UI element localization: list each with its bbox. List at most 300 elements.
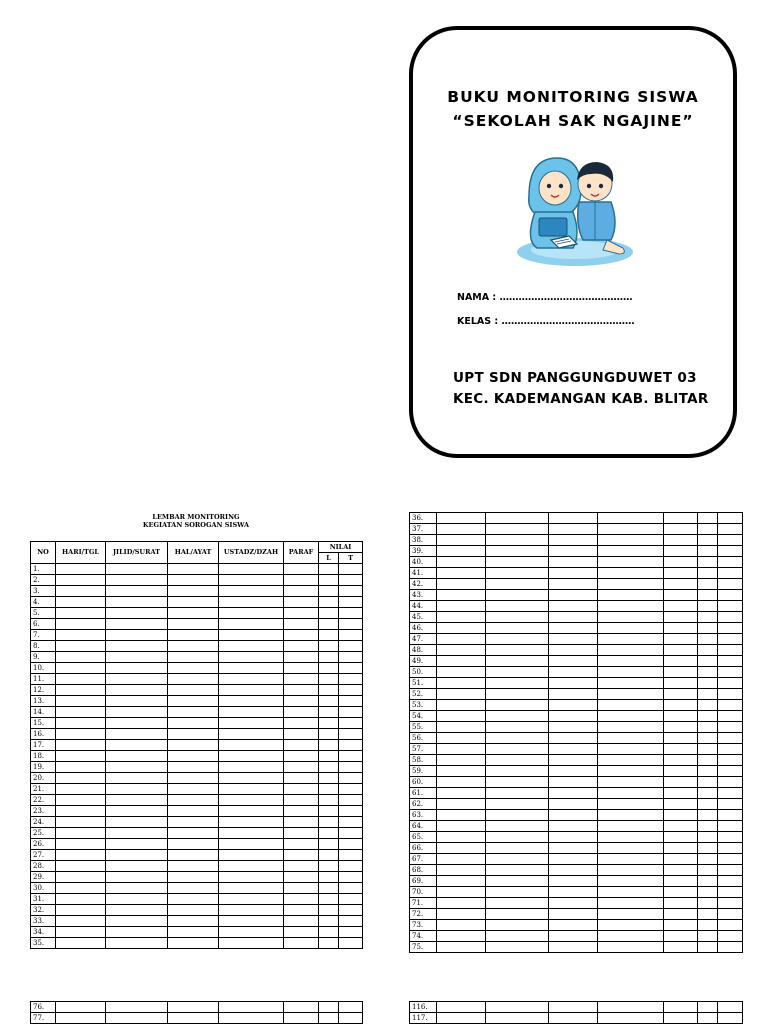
table-cell (168, 916, 219, 927)
table-cell (219, 740, 284, 751)
row-number: 52. (410, 689, 437, 700)
row-number: 12. (31, 685, 56, 696)
table-cell (319, 839, 339, 850)
table-cell (106, 872, 168, 883)
table-cell (339, 806, 363, 817)
table-row (410, 513, 743, 524)
table-cell (437, 689, 486, 700)
col-header-volume-surah: JILID/SURAT (106, 542, 168, 564)
table-cell (664, 678, 698, 689)
table-row (410, 920, 743, 931)
table-cell (437, 524, 486, 535)
row-number: 54. (410, 711, 437, 722)
table-cell (549, 909, 598, 920)
table-cell (718, 557, 743, 568)
table-row (410, 788, 743, 799)
row-number: 4. (31, 597, 56, 608)
table-cell (598, 920, 664, 931)
table-cell (106, 718, 168, 729)
table-cell (219, 674, 284, 685)
table-cell (219, 1013, 284, 1024)
table-cell (718, 623, 743, 634)
table-cell (106, 817, 168, 828)
table-cell (698, 887, 718, 898)
table-cell (698, 513, 718, 524)
table-cell (437, 535, 486, 546)
row-number: 3. (31, 586, 56, 597)
table-cell (437, 744, 486, 755)
table-cell (549, 832, 598, 843)
table-cell (219, 707, 284, 718)
table-cell (549, 898, 598, 909)
table-cell (664, 645, 698, 656)
table-cell (437, 513, 486, 524)
table-cell (106, 894, 168, 905)
table-cell (437, 711, 486, 722)
table-cell (598, 689, 664, 700)
table-row (410, 700, 743, 711)
table-cell (486, 557, 549, 568)
row-number: 8. (31, 641, 56, 652)
table-cell (106, 740, 168, 751)
row-number: 71. (410, 898, 437, 909)
table-cell (698, 931, 718, 942)
table-cell (698, 744, 718, 755)
table-cell (698, 854, 718, 865)
table-row (410, 755, 743, 766)
table-cell (549, 711, 598, 722)
table-cell (598, 524, 664, 535)
row-number: 117. (410, 1013, 437, 1024)
table-cell (319, 916, 339, 927)
table-cell (698, 711, 718, 722)
reading-children-illustration (511, 144, 639, 272)
row-number: 14. (31, 707, 56, 718)
table-cell (718, 579, 743, 590)
table-cell (339, 795, 363, 806)
table-cell (549, 920, 598, 931)
table-cell (549, 689, 598, 700)
table-row (410, 799, 743, 810)
table-cell (486, 810, 549, 821)
table-cell (549, 865, 598, 876)
table-cell (664, 722, 698, 733)
table-row (410, 931, 743, 942)
table-cell (549, 579, 598, 590)
table-cell (339, 652, 363, 663)
table-cell (698, 876, 718, 887)
row-number: 77. (31, 1013, 56, 1024)
table-cell (549, 634, 598, 645)
row-number: 42. (410, 579, 437, 590)
table-cell (56, 938, 106, 949)
table-cell (486, 535, 549, 546)
table-cell (664, 920, 698, 931)
table-cell (219, 861, 284, 872)
table-row (31, 861, 363, 872)
table-cell (598, 700, 664, 711)
table-row (31, 740, 363, 751)
row-number: 38. (410, 535, 437, 546)
table-cell (219, 839, 284, 850)
col-header-signature: PARAF (284, 542, 319, 564)
table-row (410, 744, 743, 755)
table-cell (319, 872, 339, 883)
table-row (31, 850, 363, 861)
table-cell (168, 872, 219, 883)
table-cell (598, 854, 664, 865)
table-cell (698, 788, 718, 799)
table-cell (486, 854, 549, 865)
table-cell (106, 861, 168, 872)
table-cell (219, 751, 284, 762)
table-cell (486, 524, 549, 535)
table-cell (486, 931, 549, 942)
table-row (31, 762, 363, 773)
table-cell (486, 799, 549, 810)
table-row (31, 894, 363, 905)
table-cell (718, 1002, 743, 1013)
row-number: 61. (410, 788, 437, 799)
table-cell (319, 905, 339, 916)
table-row (410, 1002, 743, 1013)
table-row (410, 733, 743, 744)
table-cell (168, 1013, 219, 1024)
table-cell (437, 843, 486, 854)
table-cell (698, 689, 718, 700)
table-cell (106, 608, 168, 619)
table-cell (698, 942, 718, 953)
table-cell (319, 784, 339, 795)
table-cell (598, 799, 664, 810)
table-cell (219, 828, 284, 839)
table-cell (549, 524, 598, 535)
table-cell (219, 938, 284, 949)
table-cell (598, 711, 664, 722)
cover-title: BUKU MONITORING SISWA (447, 88, 699, 106)
table-cell (284, 916, 319, 927)
table-cell (486, 887, 549, 898)
table-cell (598, 546, 664, 557)
table-row (31, 696, 363, 707)
table-cell (56, 586, 106, 597)
table-cell (718, 524, 743, 535)
table-cell (219, 685, 284, 696)
table-cell (598, 656, 664, 667)
table-cell (486, 733, 549, 744)
table-cell (219, 641, 284, 652)
table-cell (56, 575, 106, 586)
table-row (31, 905, 363, 916)
row-number: 29. (31, 872, 56, 883)
table-cell (339, 586, 363, 597)
table-cell (437, 568, 486, 579)
table-cell (56, 883, 106, 894)
table-cell (664, 711, 698, 722)
table-cell (718, 700, 743, 711)
table-cell (106, 1002, 168, 1013)
table-cell (106, 597, 168, 608)
table-cell (486, 612, 549, 623)
table-cell (219, 586, 284, 597)
table-cell (549, 931, 598, 942)
table-row (410, 909, 743, 920)
table-cell (486, 876, 549, 887)
table-row (410, 623, 743, 634)
table-cell (106, 685, 168, 696)
table-cell (319, 861, 339, 872)
table-cell (486, 898, 549, 909)
table-cell (56, 630, 106, 641)
table-cell (319, 652, 339, 663)
table-cell (698, 920, 718, 931)
table-cell (106, 795, 168, 806)
row-number: 64. (410, 821, 437, 832)
table-cell (486, 744, 549, 755)
table-cell (219, 663, 284, 674)
table-cell (598, 667, 664, 678)
table-cell (219, 718, 284, 729)
table-row (410, 590, 743, 601)
table-row (410, 711, 743, 722)
table-row (31, 784, 363, 795)
table-cell (339, 575, 363, 586)
table-cell (168, 938, 219, 949)
row-number: 11. (31, 674, 56, 685)
table-row (31, 586, 363, 597)
table-cell (219, 608, 284, 619)
table-cell (664, 623, 698, 634)
row-number: 56. (410, 733, 437, 744)
table-cell (168, 707, 219, 718)
table-cell (168, 1002, 219, 1013)
table-cell (698, 777, 718, 788)
table-cell (106, 641, 168, 652)
table-cell (319, 762, 339, 773)
table-cell (486, 821, 549, 832)
table-cell (168, 729, 219, 740)
row-number: 63. (410, 810, 437, 821)
table-cell (319, 619, 339, 630)
table-cell (219, 696, 284, 707)
table-cell (168, 850, 219, 861)
table-cell (284, 729, 319, 740)
table-cell (718, 711, 743, 722)
table-cell (664, 832, 698, 843)
table-row (31, 575, 363, 586)
table-cell (56, 641, 106, 652)
table-cell (486, 513, 549, 524)
table-cell (284, 707, 319, 718)
class-field: KELAS : …………………………………… (457, 316, 635, 327)
table-cell (664, 667, 698, 678)
table-cell (56, 762, 106, 773)
table-cell (437, 645, 486, 656)
table-cell (56, 652, 106, 663)
table-row (410, 821, 743, 832)
table-cell (549, 799, 598, 810)
table-cell (106, 762, 168, 773)
table-cell (168, 927, 219, 938)
table-cell (598, 744, 664, 755)
monitoring-table-3 (30, 1001, 363, 1024)
table-cell (718, 535, 743, 546)
table-cell (486, 656, 549, 667)
table-cell (437, 821, 486, 832)
table-cell (718, 843, 743, 854)
table-cell (437, 623, 486, 634)
row-number: 22. (31, 795, 56, 806)
table-cell (598, 931, 664, 942)
row-number: 65. (410, 832, 437, 843)
table-cell (549, 843, 598, 854)
table-cell (486, 755, 549, 766)
row-number: 28. (31, 861, 56, 872)
table-cell (437, 733, 486, 744)
table-cell (664, 656, 698, 667)
table-cell (339, 1013, 363, 1024)
row-number: 23. (31, 806, 56, 817)
table-cell (168, 905, 219, 916)
row-number: 58. (410, 755, 437, 766)
table-cell (598, 777, 664, 788)
table-cell (698, 601, 718, 612)
table-cell (284, 663, 319, 674)
table-cell (718, 854, 743, 865)
table-cell (106, 729, 168, 740)
table-cell (106, 839, 168, 850)
table-cell (319, 773, 339, 784)
sheet-title: LEMBAR MONITORING (152, 513, 240, 521)
table-cell (549, 700, 598, 711)
table-cell (219, 872, 284, 883)
monitoring-table-4 (409, 1001, 743, 1024)
table-cell (219, 630, 284, 641)
table-cell (168, 762, 219, 773)
table-cell (56, 740, 106, 751)
table-cell (549, 513, 598, 524)
table-cell (437, 590, 486, 601)
table-cell (664, 601, 698, 612)
table-cell (549, 942, 598, 953)
table-row (410, 601, 743, 612)
table-cell (718, 612, 743, 623)
table-row (410, 557, 743, 568)
table-cell (339, 883, 363, 894)
table-cell (339, 663, 363, 674)
table-cell (319, 575, 339, 586)
table-row (31, 729, 363, 740)
table-cell (319, 630, 339, 641)
table-cell (664, 579, 698, 590)
table-cell (486, 777, 549, 788)
table-cell (718, 909, 743, 920)
table-cell (319, 718, 339, 729)
table-cell (56, 850, 106, 861)
table-cell (718, 678, 743, 689)
table-cell (549, 722, 598, 733)
table-row (31, 1002, 363, 1013)
table-cell (319, 850, 339, 861)
table-cell (219, 619, 284, 630)
row-number: 45. (410, 612, 437, 623)
table-cell (698, 821, 718, 832)
table-cell (106, 905, 168, 916)
school-address: KEC. KADEMANGAN KAB. BLITAR (453, 391, 709, 407)
table-cell (339, 619, 363, 630)
table-cell (168, 784, 219, 795)
table-cell (598, 645, 664, 656)
table-cell (284, 861, 319, 872)
col-header-page-verse: HAL/AYAT (168, 542, 219, 564)
table-cell (168, 674, 219, 685)
table-cell (56, 927, 106, 938)
table-cell (437, 810, 486, 821)
table-cell (106, 652, 168, 663)
table-cell (486, 832, 549, 843)
table-cell (339, 905, 363, 916)
row-number: 9. (31, 652, 56, 663)
table-cell (219, 905, 284, 916)
table-row (31, 564, 363, 575)
table-cell (664, 898, 698, 909)
row-number: 20. (31, 773, 56, 784)
table-row (410, 865, 743, 876)
row-number: 44. (410, 601, 437, 612)
table-cell (698, 810, 718, 821)
table-cell (437, 777, 486, 788)
table-cell (598, 942, 664, 953)
table-cell (718, 799, 743, 810)
table-cell (718, 755, 743, 766)
table-cell (168, 652, 219, 663)
table-cell (718, 601, 743, 612)
table-cell (486, 546, 549, 557)
table-cell (339, 894, 363, 905)
table-row (31, 652, 363, 663)
table-cell (698, 755, 718, 766)
table-cell (56, 564, 106, 575)
row-number: 57. (410, 744, 437, 755)
table-cell (219, 894, 284, 905)
table-cell (664, 557, 698, 568)
table-cell (549, 788, 598, 799)
table-cell (598, 898, 664, 909)
table-cell (56, 608, 106, 619)
table-cell (598, 788, 664, 799)
row-number: 66. (410, 843, 437, 854)
table-cell (437, 546, 486, 557)
row-number: 15. (31, 718, 56, 729)
row-number: 21. (31, 784, 56, 795)
table-cell (549, 733, 598, 744)
table-cell (56, 619, 106, 630)
col-header-no: NO (31, 542, 56, 564)
table-cell (106, 630, 168, 641)
row-number: 70. (410, 887, 437, 898)
row-number: 6. (31, 619, 56, 630)
table-cell (664, 799, 698, 810)
row-number: 13. (31, 696, 56, 707)
table-cell (437, 832, 486, 843)
table-cell (168, 641, 219, 652)
table-cell (718, 920, 743, 931)
table-cell (437, 612, 486, 623)
table-cell (219, 883, 284, 894)
row-number: 31. (31, 894, 56, 905)
table-cell (284, 630, 319, 641)
table-cell (598, 810, 664, 821)
